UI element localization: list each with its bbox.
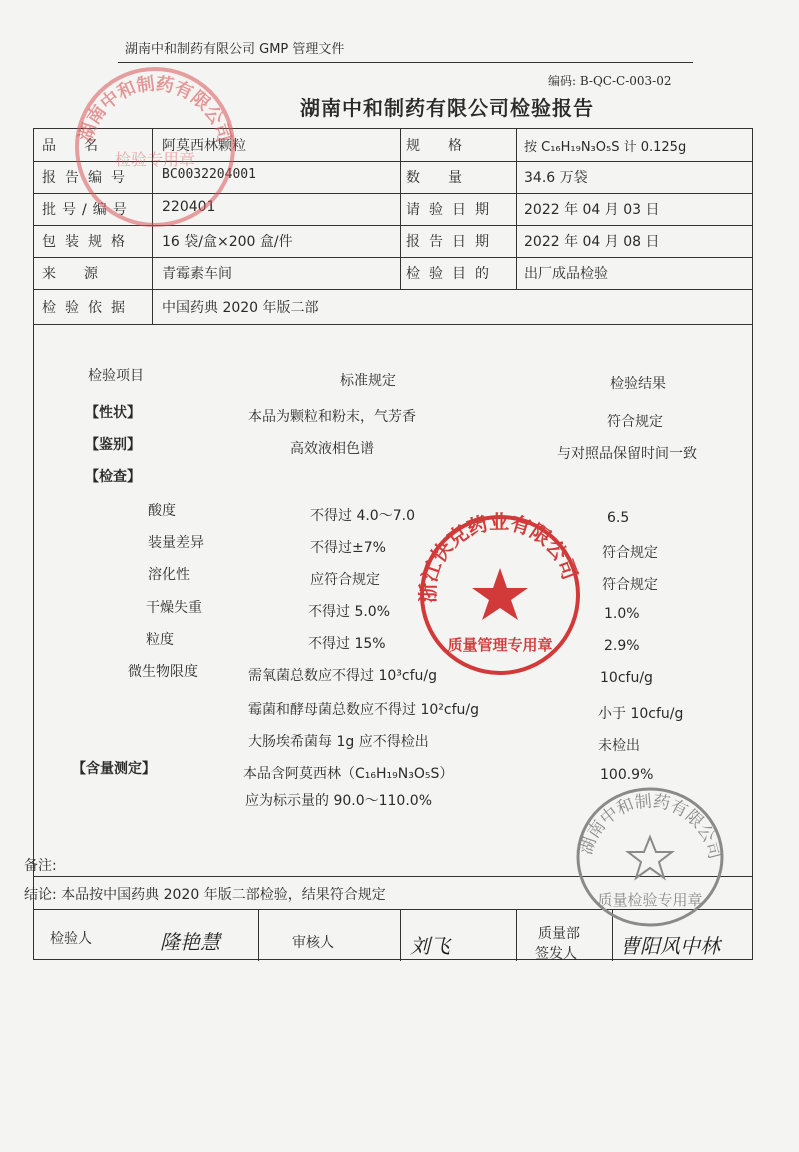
purpose-value: 出厂成品检验 <box>524 266 608 282</box>
micro-standard: 需氧菌总数应不得过 10³cfu/g <box>248 668 437 684</box>
red-seal-text-top: 浙江快克药业有限公司 <box>415 510 583 604</box>
quantity-value: 34.6 万袋 <box>524 170 588 186</box>
row-divider <box>34 324 752 325</box>
reviewer-signature: 刘飞 <box>410 934 450 958</box>
red-inspection-seal-top <box>65 60 245 235</box>
ident-result: 与对照品保留时间一致 <box>557 446 697 462</box>
check-standard: 应符合规定 <box>310 572 380 588</box>
col-divider <box>400 129 401 289</box>
purpose-label: 检验目的 <box>406 266 498 282</box>
svg-text:湖南中和制药有限公司 <box>576 792 724 862</box>
ident-standard: 高效液相色谱 <box>290 441 374 457</box>
micro-result: 10cfu/g <box>600 670 653 686</box>
check-item: 干燥失重 <box>146 600 202 616</box>
micro-standard: 大肠埃希菌每 1g 应不得检出 <box>248 734 429 750</box>
micro-result: 未检出 <box>598 738 640 754</box>
report-no-value: BC0032204001 <box>162 167 256 182</box>
check-item: 溶化性 <box>148 567 190 583</box>
micro-standard: 霉菌和酵母菌总数应不得过 10²cfu/g <box>248 702 479 718</box>
svg-text:检验专用章: 检验专用章 <box>114 150 196 169</box>
product-label: 品 名 <box>42 138 98 154</box>
spec-value: 按 C₁₆H₁₉N₃O₅S 计 0.125g <box>524 140 687 155</box>
product-value: 阿莫西林颗粒 <box>162 138 246 154</box>
gray-seal-text-bottom: 质量检验专用章 <box>597 891 703 909</box>
quantity-label: 数 量 <box>406 170 462 186</box>
report-date-value: 2022 年 04 月 08 日 <box>524 234 660 250</box>
source-value: 青霉素车间 <box>162 266 232 282</box>
red-seal-text-bottom: 质量管理专用章 <box>447 636 553 654</box>
gray-quality-seal <box>570 782 730 932</box>
svg-text:湖南中和制药有限公司: 湖南中和制药有限公司 <box>75 73 235 145</box>
spec-label: 规 格 <box>406 138 462 154</box>
report-title: 湖南中和制药有限公司检验报告 <box>300 96 594 120</box>
request-date-value: 2022 年 04 月 03 日 <box>524 202 660 218</box>
assay-label: 【含量测定】 <box>72 761 156 777</box>
report-date-label: 报告日期 <box>406 234 498 250</box>
traits-label: 【性状】 <box>85 405 141 421</box>
check-standard: 不得过 15% <box>308 636 386 652</box>
batch-label: 批号/编号 <box>42 202 133 218</box>
col-divider <box>258 909 259 961</box>
check-item: 粒度 <box>146 632 174 648</box>
check-result: 2.9% <box>604 638 640 654</box>
check-result: 1.0% <box>604 606 640 622</box>
remark-label: 备注: <box>24 858 57 874</box>
document-category: 湖南中和制药有限公司 GMP 管理文件 <box>125 42 345 57</box>
package-label: 包装规格 <box>42 234 134 250</box>
inspector-signature: 隆艳慧 <box>160 930 220 954</box>
check-standard: 不得过 5.0% <box>308 604 391 620</box>
col-divider <box>400 909 401 961</box>
ident-label: 【鉴别】 <box>85 437 141 453</box>
reviewer-label: 审核人 <box>292 935 334 951</box>
col-divider <box>516 129 517 289</box>
traits-standard: 本品为颗粒和粉末，气芳香 <box>248 409 416 425</box>
traits-result: 符合规定 <box>607 414 663 430</box>
col-header-result: 检验结果 <box>610 376 666 392</box>
basis-value: 中国药典 2020 年版二部 <box>162 300 319 316</box>
report-no-label: 报告编号 <box>42 170 134 186</box>
assay-standard: 应为标示量的 90.0～110.0% <box>245 793 433 809</box>
col-header-standard: 标准规定 <box>340 373 396 389</box>
assay-result: 100.9% <box>600 767 654 783</box>
package-value: 16 袋/盒×200 盒/件 <box>162 234 293 250</box>
check-label: 【检查】 <box>85 469 141 485</box>
check-item: 酸度 <box>148 503 176 519</box>
request-date-label: 请验日期 <box>406 202 498 218</box>
row-divider <box>34 289 752 290</box>
micro-result: 小于 10cfu/g <box>598 706 684 722</box>
col-header-item: 检验项目 <box>88 368 144 384</box>
inspector-label: 检验人 <box>50 931 92 947</box>
check-item: 装量差异 <box>148 535 204 551</box>
qa-signature: 曹阳风中林 <box>620 934 720 958</box>
check-standard: 不得过 4.0～7.0 <box>310 508 415 524</box>
micro-label: 微生物限度 <box>128 664 198 680</box>
check-result: 符合规定 <box>602 577 658 593</box>
basis-label: 检验依据 <box>42 300 134 316</box>
col-divider <box>516 909 517 961</box>
check-result: 符合规定 <box>602 545 658 561</box>
qa-label: 质量部 <box>538 926 580 942</box>
qa-label-2: 签发人 <box>535 946 577 962</box>
check-result: 6.5 <box>607 510 630 526</box>
document-code: 编码: B-QC-C-003-02 <box>548 74 672 88</box>
gray-seal-text-top: 湖南中和制药有限公司 <box>576 791 725 862</box>
source-label: 来 源 <box>42 266 98 282</box>
assay-standard: 本品含阿莫西林（C₁₆H₁₉N₃O₅S） <box>243 766 454 782</box>
check-standard: 不得过±7% <box>310 540 386 556</box>
red-quality-seal <box>415 510 585 680</box>
row-divider <box>34 257 752 258</box>
conclusion-text: 结论: 本品按中国药典 2020 年版二部检验，结果符合规定 <box>24 887 386 903</box>
batch-value: 220401 <box>162 199 216 215</box>
